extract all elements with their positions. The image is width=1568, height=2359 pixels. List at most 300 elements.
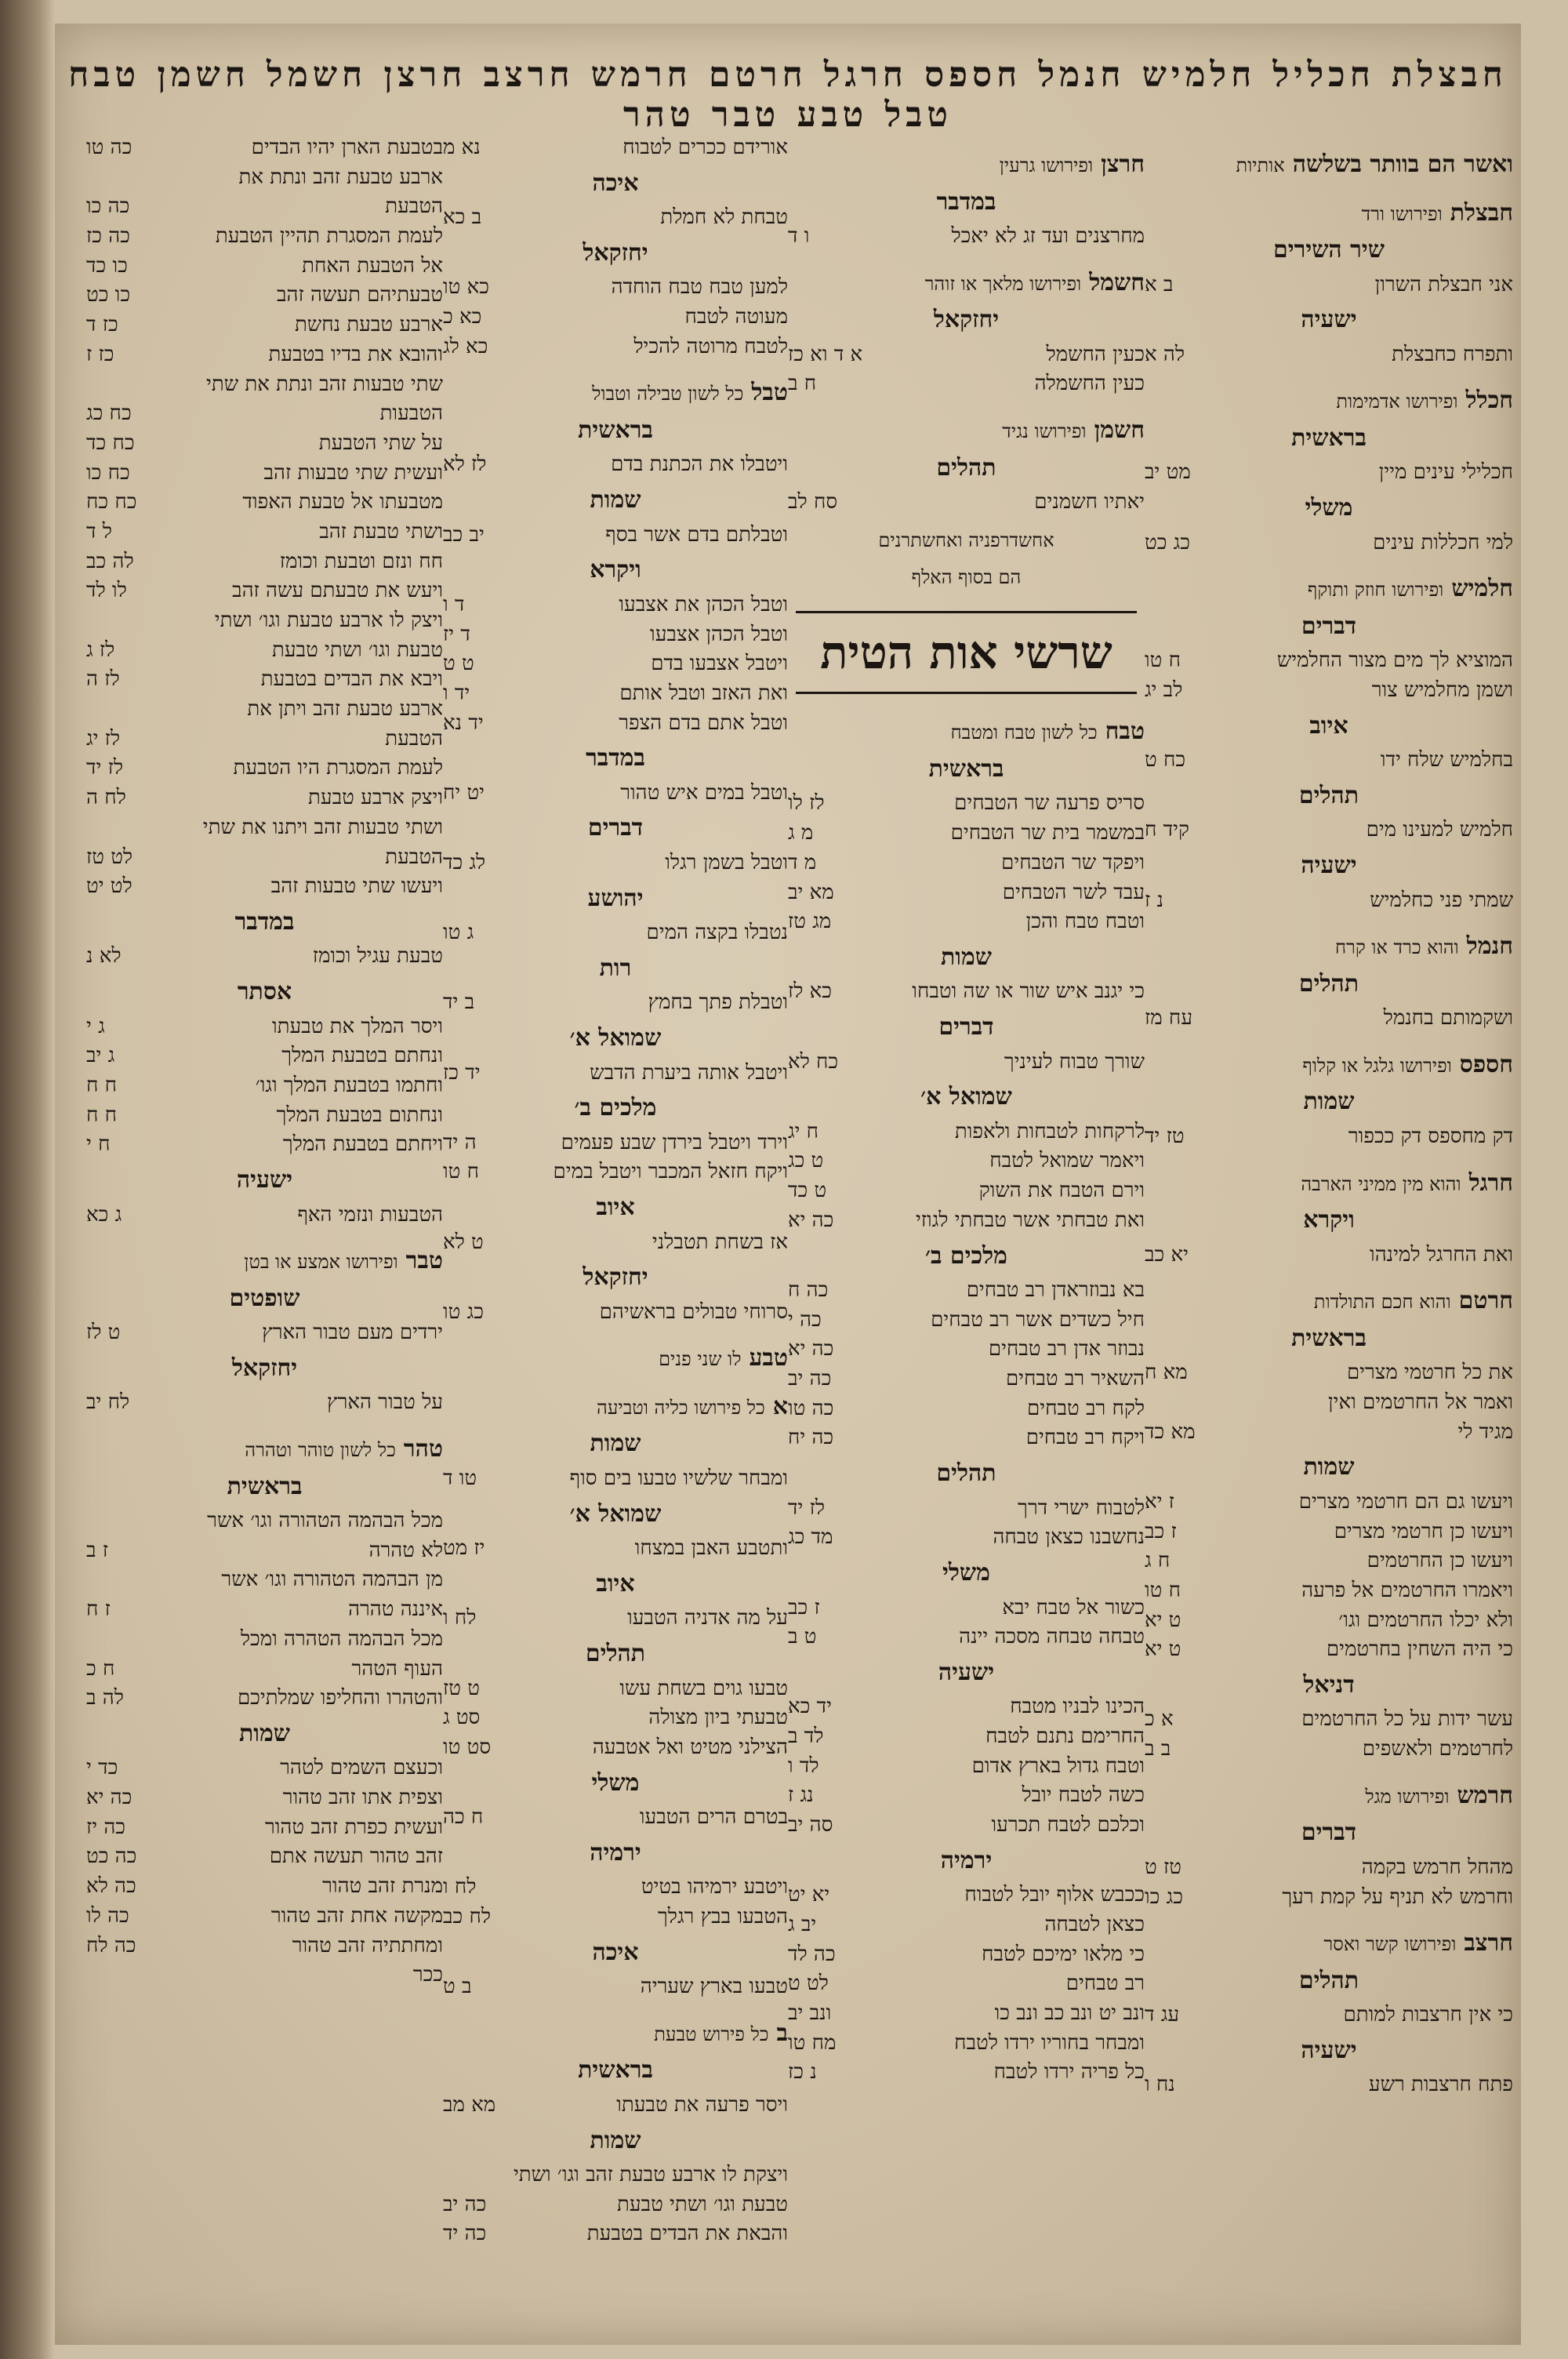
entry-reference: טז יד bbox=[1145, 1124, 1185, 1148]
entry-text: כעין החשמלה bbox=[1034, 372, 1145, 396]
entry-text: וכעצם השמים לטהר bbox=[280, 1756, 443, 1780]
root-heading bbox=[788, 147, 1145, 182]
entry-text: והבאת את הבדים בטבעת bbox=[586, 2222, 788, 2246]
root-word: חספס bbox=[1459, 1050, 1513, 1078]
entry-reference: כח כג bbox=[86, 402, 132, 426]
entry-reference: לז לו bbox=[788, 791, 825, 816]
root-heading bbox=[443, 1341, 788, 1376]
entry-text: הטבעות bbox=[379, 402, 443, 426]
entry-text: לטבוח ישרי דרך bbox=[1018, 1496, 1145, 1520]
entry-reference: כז ד bbox=[86, 313, 118, 337]
entry-reference bbox=[86, 1507, 133, 1536]
entry-reference: ג כא bbox=[86, 1202, 122, 1227]
book-heading: ויקרא bbox=[590, 556, 641, 584]
concordance-entry bbox=[86, 1041, 443, 1071]
concordance-entry bbox=[1145, 1576, 1513, 1606]
entry-text: נחשבנו כצאן טבחה bbox=[993, 1525, 1145, 1550]
book-heading: דברים bbox=[1301, 1819, 1357, 1847]
entry-text: ויעשו כן חרטמי מצרים bbox=[1334, 1519, 1513, 1543]
root-heading bbox=[1145, 929, 1513, 964]
entry-reference: יד נא bbox=[443, 711, 484, 735]
book-heading: שמות bbox=[239, 1719, 290, 1747]
entry-reference: כה יב bbox=[788, 1367, 832, 1391]
entry-text: הטבעו בבץ רגלך bbox=[658, 1904, 788, 1928]
concordance-entry bbox=[443, 1129, 788, 1158]
concordance-entry bbox=[86, 1071, 443, 1101]
book-heading: שמות bbox=[1303, 1453, 1355, 1481]
entry-reference: כה טו bbox=[86, 136, 132, 159]
root-heading bbox=[86, 1432, 443, 1467]
concordance-entry bbox=[86, 1842, 443, 1872]
entry-reference: ח ג bbox=[1145, 1549, 1171, 1573]
concordance-entry bbox=[1145, 1241, 1513, 1270]
entry-reference: מד כג bbox=[788, 1525, 833, 1550]
entry-reference: כו כט bbox=[86, 283, 131, 307]
entry-text: ויטבל אצבעו בדם bbox=[651, 652, 788, 676]
entry-text: עבד לשר הטבחים bbox=[1002, 880, 1145, 904]
entry-text: וטבל אתם בדם הצפר bbox=[619, 711, 788, 735]
concordance-entry bbox=[1145, 2070, 1513, 2100]
entry-text: ארבע טבעת זהב ויתן את bbox=[247, 697, 443, 722]
entry-text: טבעו גוים בשחת עשו bbox=[619, 1676, 788, 1700]
entry-text: ויעשו שתי טבעות זהב bbox=[270, 874, 443, 899]
book-heading: במדבר bbox=[586, 744, 645, 772]
entry-text: חיל כשדים אשר רב טבחים bbox=[931, 1307, 1145, 1332]
concordance-entry bbox=[443, 1674, 788, 1704]
entry-reference bbox=[86, 370, 133, 400]
entry-text: כעין החשמל bbox=[1046, 342, 1145, 366]
entry-text: ככר bbox=[412, 1963, 443, 1987]
entry-reference: לח כב bbox=[443, 1904, 492, 1928]
book-heading: בראשית bbox=[227, 1472, 303, 1500]
entry-text: כי אין חרצבות למותם bbox=[1343, 2003, 1513, 2027]
entry-text: ירדים מעם טבור הארץ bbox=[262, 1321, 443, 1345]
concordance-entry bbox=[443, 709, 788, 739]
concordance-entry bbox=[1145, 1735, 1513, 1765]
book-gutter-edge bbox=[0, 0, 55, 2359]
entry-reference: סח לב bbox=[788, 490, 838, 514]
concordance-entry bbox=[1145, 1853, 1513, 1883]
root-gloss: ופירושו אדמימות bbox=[1336, 391, 1458, 413]
entry-text: פתח חרצבות רשע bbox=[1368, 2073, 1513, 2097]
entry-reference: ז כב bbox=[788, 1595, 820, 1619]
entry-reference: מח טו bbox=[788, 2030, 837, 2055]
entry-reference: סט ג bbox=[443, 1706, 481, 1730]
entry-text: בטרם הרים הטבעו bbox=[639, 1805, 788, 1830]
concordance-entry bbox=[788, 1811, 1145, 1841]
entry-reference: לז לא bbox=[443, 453, 487, 477]
concordance-entry bbox=[443, 649, 788, 679]
concordance-entry bbox=[443, 988, 788, 1018]
concordance-entry bbox=[788, 1692, 1145, 1722]
concordance-entry bbox=[788, 1335, 1145, 1365]
entry-text: ונב יט ונב כב ונב כו bbox=[994, 2001, 1145, 2026]
concordance-entry bbox=[443, 1228, 788, 1258]
concordance-entry bbox=[443, 1059, 788, 1089]
entry-reference: לד ב bbox=[788, 1725, 824, 1749]
entry-text: אל הטבעת האחת bbox=[302, 253, 443, 278]
book-heading: שמואל א׳ bbox=[569, 1024, 662, 1052]
entry-reference: ה יד bbox=[443, 1130, 477, 1154]
book-heading: תהלים bbox=[1298, 969, 1359, 998]
book-heading: ישעיה bbox=[1301, 852, 1357, 879]
entry-text: העוף הטהר bbox=[351, 1656, 443, 1681]
concordance-entry bbox=[443, 450, 788, 480]
book-heading: יחזקאל bbox=[231, 1354, 298, 1382]
entry-text: ושתי טבעות זהב ויתנו את שתי bbox=[202, 815, 443, 839]
entry-text: ואת החרגל למינהו bbox=[1370, 1242, 1513, 1267]
entry-text: ויצק ארבע טבעת bbox=[308, 786, 443, 810]
entry-text: ויטבל אותה ביערת הדבש bbox=[590, 1060, 788, 1085]
root-gloss: ופירושו מגל bbox=[1365, 1785, 1450, 1808]
concordance-entry bbox=[788, 1176, 1145, 1206]
entry-reference: מט יב bbox=[1145, 460, 1191, 485]
entry-reference bbox=[86, 813, 133, 843]
concordance-entry bbox=[788, 1494, 1145, 1524]
entry-reference: ז יא bbox=[1145, 1489, 1174, 1514]
entry-reference: לב יג bbox=[1145, 678, 1183, 702]
entry-text: ונחתם בטבעת המלך bbox=[281, 1044, 443, 1068]
entry-text: החרימם נתנם לטבח bbox=[985, 1725, 1145, 1749]
entry-reference: נ כז bbox=[788, 2060, 817, 2085]
book-heading: ויקרא bbox=[1303, 1206, 1355, 1234]
entry-reference: לט טז bbox=[86, 845, 133, 869]
root-heading bbox=[1145, 1926, 1513, 1961]
book-heading: דברים bbox=[938, 1013, 994, 1041]
entry-reference: כה לח bbox=[86, 1933, 136, 1957]
entry-reference: ח ח bbox=[86, 1103, 118, 1127]
entry-reference: ל ד bbox=[86, 519, 112, 543]
entry-text: שורך טבוח לעיניך bbox=[1004, 1049, 1145, 1074]
concordance-entry bbox=[86, 783, 443, 813]
entry-text: כי יגנב איש שור או שה וטבחו bbox=[912, 980, 1145, 1004]
entry-text: וטבל הכהן את אצבעו bbox=[619, 592, 788, 616]
entry-text: ונחתום בטבעת המלך bbox=[276, 1103, 443, 1127]
entry-reference bbox=[1145, 1388, 1192, 1418]
entry-text: לעמת המסגרת תהיין הטבעת bbox=[215, 224, 443, 249]
concordance-entry bbox=[1145, 1606, 1513, 1636]
concordance-entry bbox=[1145, 1518, 1513, 1547]
entry-reference: לד ו bbox=[788, 1754, 819, 1778]
entry-text: וצפית אתו זהב טהור bbox=[282, 1786, 443, 1810]
entry-text: ויחתם בטבעת המלך bbox=[282, 1132, 443, 1157]
concordance-entry bbox=[1145, 646, 1513, 676]
entry-reference: כא טו bbox=[443, 275, 489, 300]
root-heading bbox=[443, 2016, 788, 2051]
concordance-entry bbox=[86, 754, 443, 783]
concordance-entry bbox=[788, 1969, 1145, 1999]
book-heading: שמואל א׳ bbox=[569, 1499, 662, 1528]
entry-reference: לח יב bbox=[86, 1390, 130, 1415]
concordance-entry bbox=[86, 1684, 443, 1714]
entry-reference: סה יב bbox=[788, 1813, 833, 1837]
book-heading: איוב bbox=[1309, 711, 1348, 740]
concordance-entry bbox=[788, 1048, 1145, 1078]
entry-reference: ג י bbox=[86, 1014, 105, 1038]
entry-text: דק מחספס דק ככפור bbox=[1348, 1124, 1513, 1148]
book-heading: תהלים bbox=[1298, 781, 1359, 809]
entry-text: שתי טבעות זהב ונתת את שתי bbox=[206, 372, 443, 396]
entry-text: יאתיו חשמנים bbox=[1034, 490, 1145, 514]
root-word: א bbox=[772, 1392, 788, 1420]
root-word: טבע bbox=[749, 1344, 788, 1372]
concordance-entry bbox=[788, 907, 1145, 937]
concordance-entry bbox=[443, 521, 788, 551]
concordance-entry bbox=[443, 2161, 788, 2190]
concordance-entry bbox=[1145, 816, 1513, 845]
entry-text: מעוטה לטבח bbox=[684, 305, 788, 329]
concordance-entry bbox=[86, 518, 443, 547]
entry-reference bbox=[86, 1961, 133, 1990]
concordance-entry bbox=[1145, 1388, 1513, 1418]
concordance-entry bbox=[1145, 1547, 1513, 1576]
root-gloss: כל לשון טוהר וטהרה bbox=[245, 1439, 396, 1462]
concordance-entry bbox=[86, 429, 443, 459]
entry-text: ומחתתיה זהב טהור bbox=[292, 1933, 443, 1957]
concordance-entry bbox=[86, 133, 443, 163]
book-heading: בראשית bbox=[578, 2056, 653, 2085]
entry-reference: לט יט bbox=[86, 874, 132, 899]
concordance-entry bbox=[788, 977, 1145, 1007]
entry-reference: כג כט bbox=[1145, 530, 1190, 554]
concordance-entry bbox=[1145, 676, 1513, 706]
entry-text: הטבעות ונזמי האף bbox=[297, 1202, 443, 1227]
entry-reference: נח ו bbox=[1145, 2073, 1175, 2097]
entry-text: ויפקד שר הטבחים bbox=[1001, 850, 1145, 874]
concordance-entry bbox=[443, 1873, 788, 1903]
entry-text: לרקחות לטבחות ולאפות bbox=[954, 1119, 1145, 1143]
concordance-entry bbox=[86, 1872, 443, 1902]
book-heading: ישעיה bbox=[1301, 306, 1357, 334]
entry-text: חלמיש למעינו מים bbox=[1366, 818, 1513, 842]
entry-text: רב טבחים bbox=[1065, 1972, 1145, 1996]
root-heading bbox=[443, 1390, 788, 1424]
entry-text: למי חכללות עינים bbox=[1373, 530, 1513, 554]
entry-reference: כה יא bbox=[86, 1786, 132, 1810]
book-heading: מלכים ב׳ bbox=[574, 1094, 657, 1122]
entry-reference bbox=[86, 695, 133, 725]
entry-reference: יב כב bbox=[443, 522, 485, 547]
entry-reference: ו ד bbox=[788, 224, 810, 248]
concordance-entry bbox=[1145, 1883, 1513, 1913]
entry-reference: ג טו bbox=[443, 921, 474, 945]
entry-reference: ז ח bbox=[86, 1598, 111, 1622]
entry-text: ותטבע האבן במצחו bbox=[634, 1536, 788, 1561]
entry-text: לא טהרה bbox=[368, 1538, 443, 1562]
entry-reference: ונב יב bbox=[788, 2001, 832, 2026]
entry-text: כי היה השחין בחרטמים bbox=[1326, 1637, 1513, 1662]
concordance-entry bbox=[1145, 2001, 1513, 2030]
concordance-entry bbox=[86, 942, 443, 972]
concordance-entry bbox=[86, 1507, 443, 1536]
entry-reference: מא כד bbox=[1145, 1419, 1196, 1444]
concordance-entry bbox=[443, 679, 788, 709]
entry-reference: מא יב bbox=[788, 880, 834, 904]
book-heading: ישעיה bbox=[1301, 2036, 1357, 2064]
concordance-entry bbox=[86, 1388, 443, 1418]
entry-text: חח ונזם וטבעת וכומז bbox=[279, 549, 443, 573]
concordance-entry bbox=[86, 1101, 443, 1131]
book-heading: תהלים bbox=[936, 453, 996, 482]
book-heading: אסתר bbox=[237, 978, 292, 1006]
entry-text: מן הבהמה הטהורה וגו׳ אשר bbox=[221, 1568, 443, 1592]
cross-reference-note: אחשדרפניה ואחשתרנים bbox=[878, 529, 1054, 551]
concordance-entry bbox=[1145, 1358, 1513, 1388]
root-gloss: והוא מין ממיני הארבה bbox=[1301, 1172, 1461, 1195]
concordance-entry bbox=[788, 1276, 1145, 1306]
entry-text: על שתי הטבעת bbox=[318, 431, 443, 455]
concordance-entry bbox=[86, 1813, 443, 1843]
concordance-entry bbox=[788, 1623, 1145, 1652]
concordance-entry bbox=[86, 1318, 443, 1348]
entry-reference: ג יב bbox=[86, 1044, 115, 1068]
entry-reference: כח כו bbox=[86, 460, 130, 485]
entry-reference: טז ט bbox=[1145, 1855, 1181, 1879]
entry-text: וטבח גדול בארץ אדום bbox=[971, 1754, 1145, 1778]
entry-text: כשה לטבח יובל bbox=[1022, 1783, 1145, 1808]
root-gloss: כל פירוש טבעת bbox=[654, 2023, 769, 2045]
book-heading: בראשית bbox=[578, 416, 653, 444]
concordance-entry bbox=[443, 1903, 788, 1932]
entry-text: מנרת זהב טהור bbox=[322, 1874, 443, 1899]
entry-reference: מג טז bbox=[788, 910, 832, 934]
concordance-entry bbox=[443, 203, 788, 233]
concordance-entry bbox=[443, 1604, 788, 1634]
concordance-entry bbox=[86, 340, 443, 370]
running-head: חבצלת חכליל חלמיש חנמל חספס חרגל חרטם חרמש חרצב חרצן חשמל חשמן טבח טבל טבע טבר טהר bbox=[68, 55, 1508, 135]
book-page bbox=[55, 24, 1521, 2345]
root-word: חשמל bbox=[1089, 268, 1145, 296]
root-gloss: כל פירושו כליה וטביעה bbox=[597, 1396, 765, 1419]
root-word: חרצן bbox=[1101, 151, 1145, 178]
root-heading bbox=[1145, 1166, 1513, 1201]
concordance-entry bbox=[86, 1961, 443, 1990]
entry-reference: נ ז bbox=[1145, 888, 1163, 912]
concordance-entry bbox=[86, 281, 443, 311]
entry-text: מכל הבהמה הטהורה וגו׳ אשר bbox=[207, 1509, 443, 1533]
entry-reference: ז ב bbox=[86, 1538, 109, 1562]
concordance-entry bbox=[86, 665, 443, 695]
entry-reference: עג ד bbox=[1145, 2003, 1180, 2027]
entry-reference: ט טז bbox=[443, 1676, 480, 1700]
book-heading: שמות bbox=[590, 2126, 641, 2154]
entry-reference: ב ב bbox=[1145, 1737, 1171, 1761]
entry-reference: קיד ח bbox=[1145, 818, 1189, 842]
entry-text: נבוזר אדן רב טבחים bbox=[988, 1337, 1145, 1361]
entry-reference: לא נ bbox=[86, 944, 122, 969]
entry-reference: לה כב bbox=[86, 549, 134, 573]
concordance-entry bbox=[443, 303, 788, 333]
entry-text: ויטבע ירמיהו בטיט bbox=[641, 1875, 788, 1899]
entry-reference: כז ז bbox=[86, 342, 114, 366]
entry-text: ולא יכלו החרטמים וגו׳ bbox=[1338, 1608, 1513, 1632]
book-heading: יהושע bbox=[587, 884, 644, 912]
entry-text: סריס פרעה שר הטבחים bbox=[954, 791, 1145, 816]
entry-text: כשור אל טבח יבא bbox=[1002, 1595, 1145, 1619]
concordance-entry bbox=[788, 2058, 1145, 2088]
entry-reference: ח ב bbox=[788, 372, 817, 396]
entry-reference: יד כא bbox=[788, 1695, 832, 1719]
entry-reference: ד ו bbox=[443, 592, 465, 616]
book-heading: ירמיה bbox=[940, 1846, 993, 1874]
concordance-entry bbox=[86, 311, 443, 340]
entry-reference: מ ד bbox=[788, 850, 817, 874]
concordance-entry bbox=[443, 1464, 788, 1494]
entry-text: וחתמו בטבעת המלך וגו׳ bbox=[255, 1073, 443, 1097]
entry-text: ויצק לו ארבע טבעת וגו׳ ושתי bbox=[214, 609, 443, 632]
entry-text: למען טבח טבח הוחדה bbox=[611, 275, 788, 300]
concordance-entry bbox=[443, 2091, 788, 2121]
book-heading: תהלים bbox=[936, 1459, 996, 1488]
book-heading: בראשית bbox=[928, 754, 1004, 783]
book-heading: ישעיה bbox=[938, 1658, 995, 1686]
root-word: חלמיש bbox=[1451, 575, 1513, 603]
concordance-entry bbox=[788, 1306, 1145, 1336]
concordance-entry bbox=[788, 1910, 1145, 1940]
entry-reference: כה יח bbox=[788, 1426, 834, 1450]
entry-text: וטבח טבח והכן bbox=[1025, 910, 1145, 934]
entry-text: וטבלת פתך בחמץ bbox=[648, 990, 788, 1015]
entry-text: וכלכם לטבח תכרעו bbox=[991, 1813, 1145, 1837]
entry-text: זהב טהור תעשה אתם bbox=[269, 1845, 443, 1869]
entry-reference: א כ bbox=[1145, 1707, 1174, 1732]
concordance-entry bbox=[86, 872, 443, 902]
concordance-entry bbox=[788, 1147, 1145, 1176]
concordance-entry bbox=[86, 1565, 443, 1595]
entry-text: טבעת וגו׳ ושתי טבעת bbox=[616, 2192, 788, 2216]
book-heading: בראשית bbox=[1291, 1324, 1367, 1352]
root-word: חרגל bbox=[1468, 1169, 1513, 1197]
entry-reference: ב יד bbox=[443, 990, 475, 1015]
entry-text: טבחת לא חמלת bbox=[660, 205, 788, 230]
concordance-entry bbox=[788, 849, 1145, 878]
root-gloss: כל לשון טבח ומטבח bbox=[950, 722, 1098, 744]
root-heading bbox=[1145, 572, 1513, 606]
entry-text: וטבלתם בדם אשר בסף bbox=[605, 522, 788, 547]
column-1 bbox=[1145, 133, 1513, 2329]
root-word: חשמן bbox=[1094, 416, 1145, 445]
concordance-entry bbox=[788, 340, 1145, 370]
concordance-entry bbox=[86, 1595, 443, 1625]
concordance-entry bbox=[788, 369, 1145, 399]
concordance-entry bbox=[788, 1206, 1145, 1236]
entry-text: ויצקת לו ארבע טבעת זהב וגו׳ ושתי bbox=[513, 2163, 788, 2186]
concordance-entry bbox=[1145, 746, 1513, 776]
entry-text: שמתי פני כחלמיש bbox=[1370, 888, 1513, 912]
entry-text: וחרמש לא תניף על קמת רעך bbox=[1282, 1885, 1513, 1909]
concordance-entry bbox=[86, 1012, 443, 1042]
entry-text: טבעת עגיל וכומז bbox=[312, 944, 443, 969]
entry-text: ארבע טבעת זהב ונתת את bbox=[238, 165, 443, 189]
entry-text: ויסר פרעה את טבעתו bbox=[616, 2092, 788, 2117]
concordance-entry bbox=[86, 695, 443, 725]
concordance-entry bbox=[86, 1130, 443, 1160]
concordance-entry bbox=[788, 488, 1145, 518]
root-heading bbox=[788, 714, 1145, 749]
concordance-entry bbox=[788, 1423, 1145, 1453]
root-gloss: והוא חכם התולדות bbox=[1313, 1291, 1451, 1314]
concordance-entry bbox=[86, 1754, 443, 1783]
entry-reference: ח טו bbox=[1145, 1578, 1181, 1602]
concordance-entry bbox=[86, 547, 443, 577]
entry-reference: ח י bbox=[86, 1132, 111, 1157]
concordance-entry bbox=[86, 252, 443, 282]
root-gloss: ופירושו ורד bbox=[1361, 202, 1443, 225]
entry-text: ויקח חזאל המכבר ויטבל במים bbox=[553, 1160, 788, 1184]
entry-reference: ח טו bbox=[1145, 649, 1181, 673]
entry-text: הטבעת bbox=[385, 726, 443, 751]
root-word: חנמל bbox=[1466, 932, 1513, 961]
